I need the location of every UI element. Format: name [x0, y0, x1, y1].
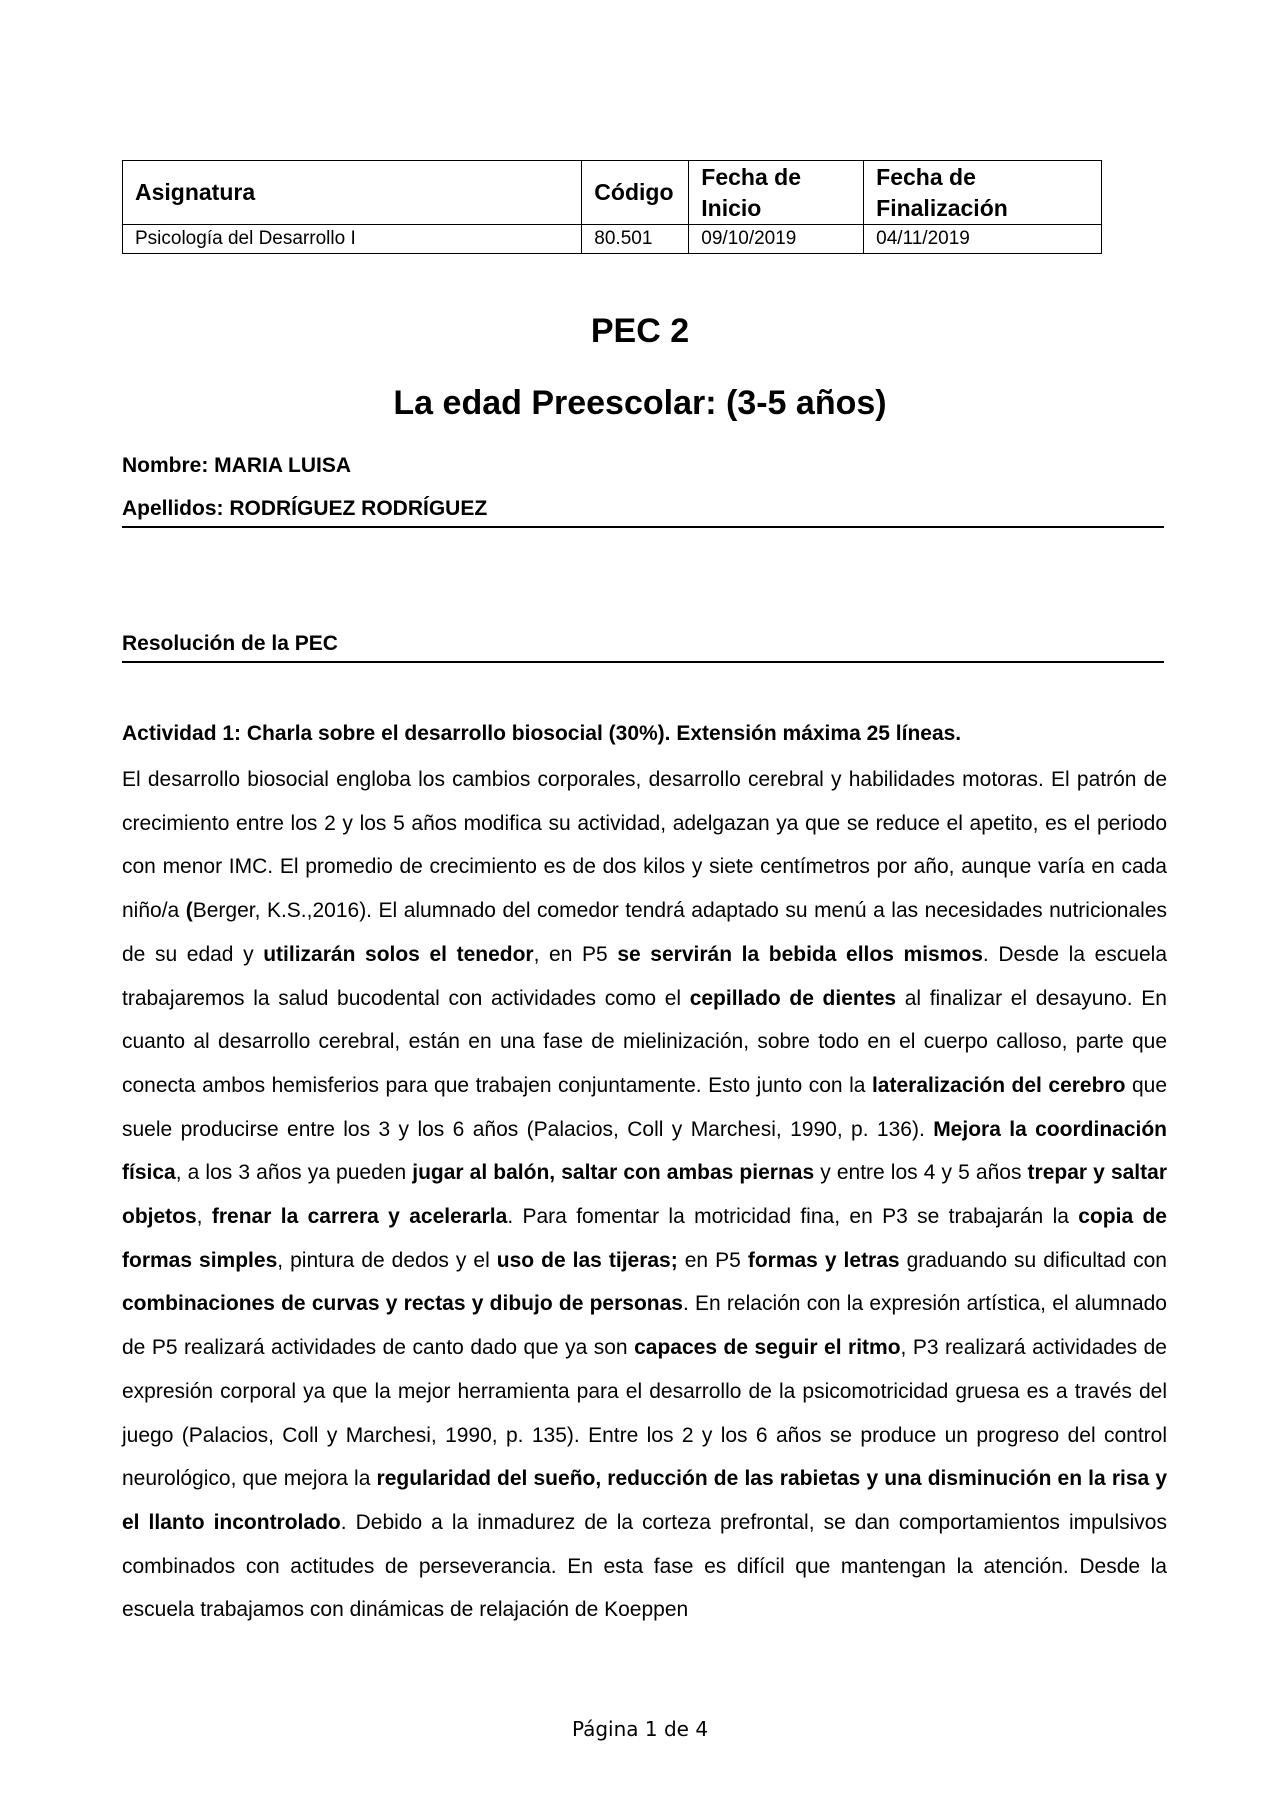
body-text-run: . Para fomentar la motricidad fina, en P3 se trabajarán la — [507, 1205, 1079, 1229]
body-bold-run: uso de las tijeras; — [496, 1248, 678, 1272]
section-divider-line — [122, 661, 1164, 663]
header-fecha-fin-line1: Fecha de — [876, 163, 976, 190]
student-name: Nombre: MARIA LUISA — [122, 454, 352, 477]
body-text-run: al finalizar el desayuno. En cuanto al desarrollo cerebral, están en una fase de mielinización, sobre todo en el cuerpo calloso, parte que conecta ambos hemisferios para que trabajen conjuntamente. Esto junto con la — [122, 986, 1167, 1097]
header-fecha-fin-line2: Finalización — [876, 194, 1008, 221]
body-bold-run: se servirán la bebida ellos mismos — [617, 942, 983, 966]
section-heading: Resolución de la PEC — [122, 632, 338, 655]
body-text-run: . Desde la escuela trabajaremos la salud bucodental con actividades como el — [122, 942, 1167, 1010]
body-bold-run: regularidad del sueño, reducción de las rabietas y una disminución en la risa y el llanto incontrolado — [122, 1467, 1168, 1534]
body-bold-run: combinaciones de curvas y rectas y dibujo de personas — [122, 1292, 683, 1316]
header-codigo: Código — [582, 161, 689, 225]
body-bold-run: frenar la carrera y acelerarla — [211, 1205, 508, 1229]
cell-fecha-inicio: 09/10/2019 — [689, 225, 864, 254]
table-header-row — [123, 161, 1102, 225]
body-text-run: . Debido a la inmadurez de la corteza prefrontal, se dan comportamientos impulsivos combinados con actitudes de perseverancia. En esta fase es difícil que mantengan la atención. Desde la escuela trabajamos con dinámicas de relajación de Koeppen — [122, 1510, 1167, 1622]
body-text-run: graduando su dificultad con — [899, 1248, 1167, 1272]
body-text-run: , a los 3 años ya pueden — [175, 1161, 413, 1185]
body-text-run: y entre los 4 y 5 años — [814, 1161, 1028, 1185]
page-footer: Página 1 de 4 — [571, 1717, 709, 1741]
body-bold-run: cepillado de dientes — [689, 986, 897, 1010]
body-bold-run: formas y letras — [747, 1248, 900, 1272]
activity-title: Actividad 1: Charla sobre el desarrollo biosocial (30%). Extensión máxima 25 líneas. — [122, 722, 962, 745]
body-text-run: , — [196, 1205, 212, 1229]
table-row — [123, 225, 1102, 254]
body-text-run: El desarrollo biosocial engloba los cambios corporales, desarrollo cerebral y habilidades motoras. El patrón de crecimiento entre los 2 y los 5 años modifica su actividad, adelgazan ya que se reduce el apetito, es el periodo con menor IMC. El promedio de crecimiento es de dos kilos y siete centímetros por año, aunque varía en cada niño/a — [122, 768, 1167, 923]
cell-fecha-fin: 04/11/2019 — [864, 225, 1102, 254]
page-title: PEC 2 — [590, 312, 690, 350]
course-info-table — [122, 160, 1102, 254]
body-bold-run: ( — [185, 899, 193, 923]
body-bold-run: capaces de seguir el ritmo — [634, 1336, 901, 1360]
body-bold-run: jugar al balón, saltar con ambas piernas — [412, 1161, 815, 1185]
body-bold-run: Mejora la coordinación física — [122, 1117, 1167, 1185]
header-fecha-inicio-line1: Fecha de — [701, 163, 801, 190]
body-text-run: , pintura de dedos y el — [277, 1248, 497, 1272]
header-fecha-inicio-line2: Inicio — [701, 194, 762, 221]
header-fecha-fin — [864, 161, 1102, 225]
activity-body-text — [122, 758, 1167, 1632]
body-bold-run: trepar y saltar objetos — [122, 1161, 1167, 1229]
header-fecha-inicio — [689, 161, 864, 225]
body-text-run: , en P5 — [533, 942, 618, 966]
divider-line — [122, 526, 1164, 528]
body-text-run: . En relación con la expresión artística, el alumnado de P5 realizará actividades de canto dado que ya son — [122, 1292, 1167, 1360]
body-bold-run: copia de formas simples — [122, 1205, 1167, 1272]
student-surnames: Apellidos: RODRÍGUEZ RODRÍGUEZ — [122, 497, 488, 520]
body-text-run: Berger, K.S.,2016). El alumnado del comedor tendrá adaptado su menú a las necesidades nutricionales de su edad y — [122, 899, 1167, 966]
body-text-run: , P3 realizará actividades de expresión corporal ya que la mejor herramienta para el desarrollo de la psicomotricidad gruesa es a través del juego (Palacios, Coll y Marchesi, 1990, p. 135). Entre los 2 y los 6 años se produce un progreso del control neurológico, que mejora la — [122, 1336, 1167, 1491]
body-bold-run: utilizarán solos el tenedor — [263, 942, 534, 966]
header-asignatura: Asignatura — [123, 161, 582, 225]
body-bold-run: lateralización del cerebro — [871, 1073, 1126, 1097]
body-text-run: en P5 — [677, 1248, 748, 1272]
page-subtitle: La edad Preescolar: (3-5 años) — [393, 384, 887, 422]
cell-asignatura: Psicología del Desarrollo I — [123, 225, 582, 254]
cell-codigo: 80.501 — [582, 225, 689, 254]
body-text-run: que suele producirse entre los 3 y los 6 años (Palacios, Coll y Marchesi, 1990, p. 136). — [122, 1073, 1167, 1141]
